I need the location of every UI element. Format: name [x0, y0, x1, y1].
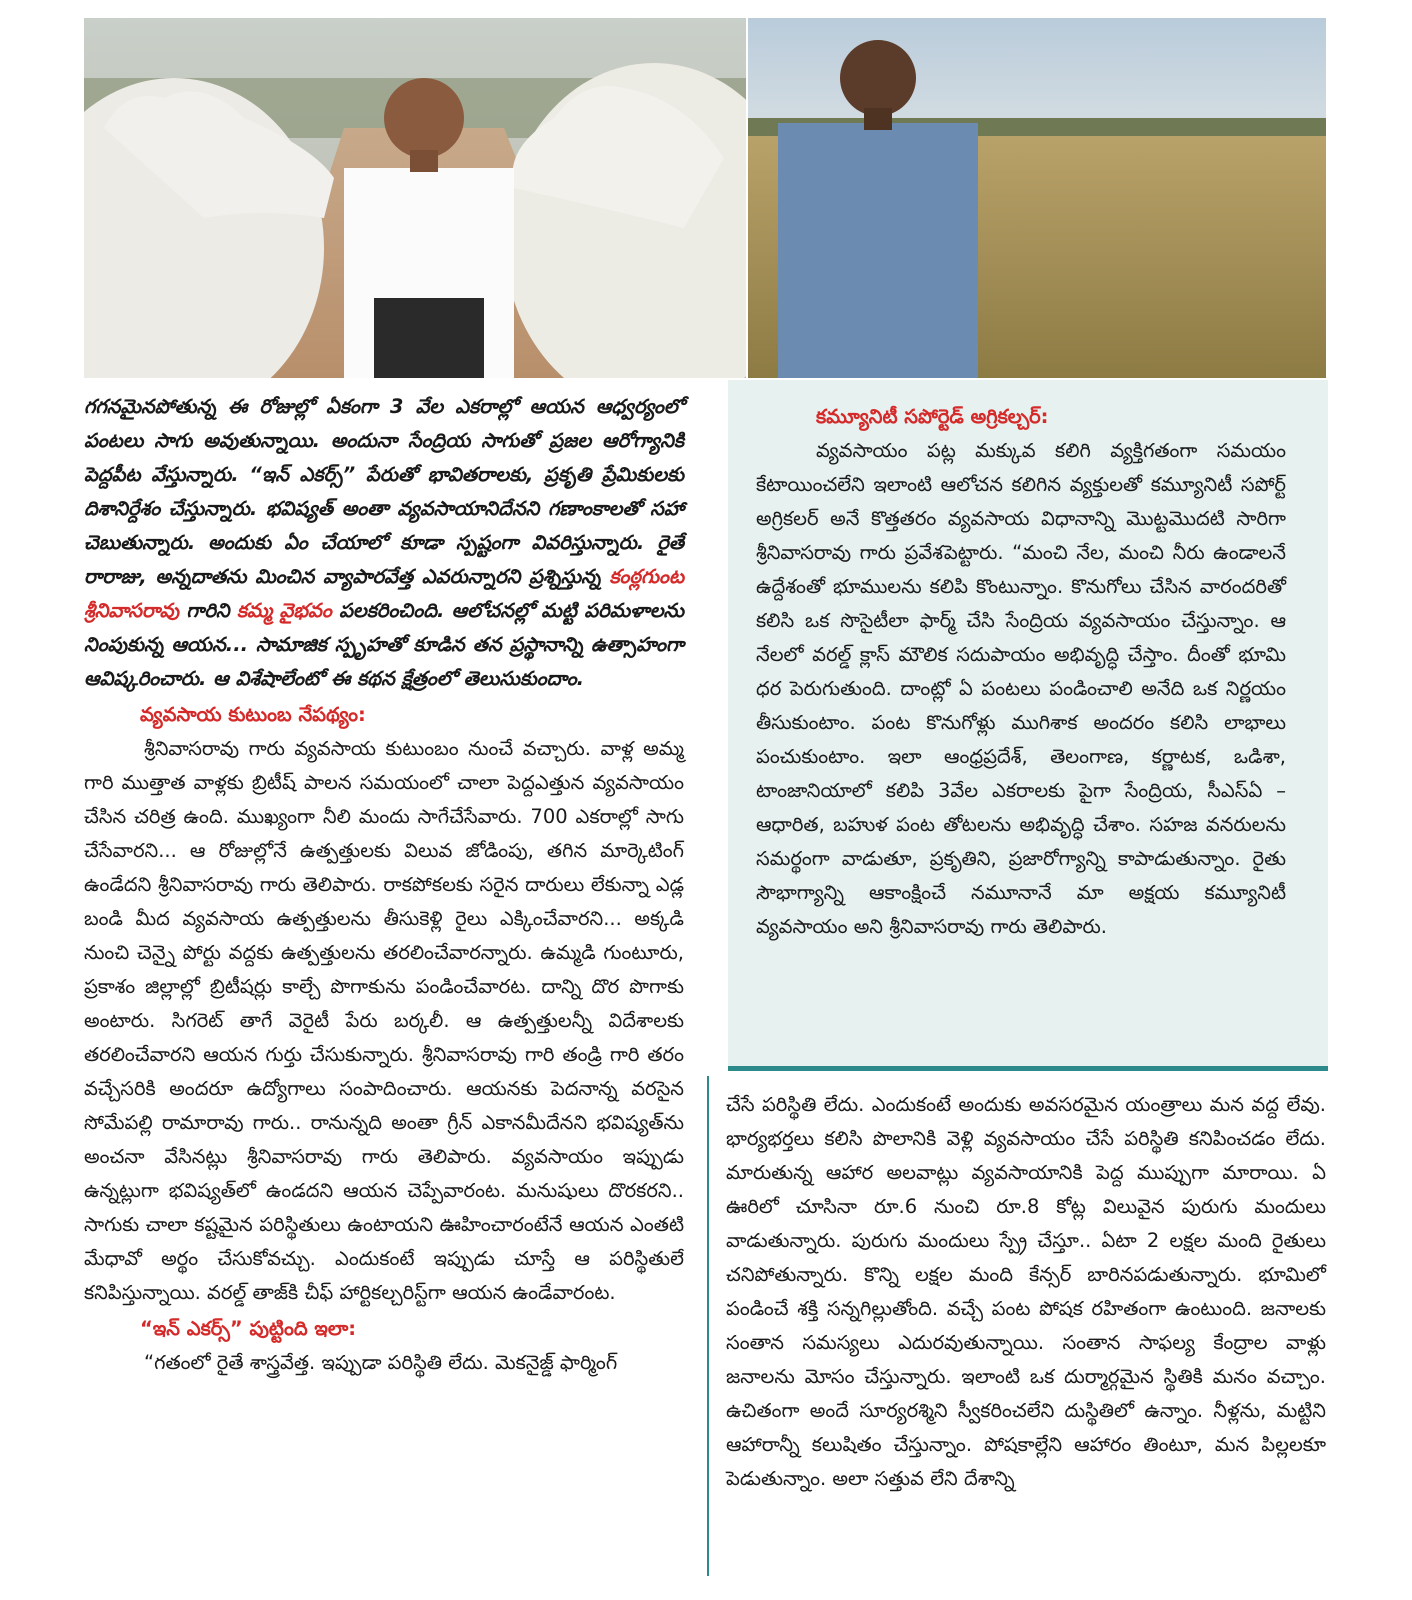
left-article-column	[84, 390, 684, 1380]
section-heading-in-acres: “ఇన్ ఎకర్స్” పుట్టింది ఇలా:	[140, 1317, 357, 1340]
intro-paragraph: గగనమైనపోతున్న ఈ రోజుల్లో ఏకంగా 3 వేల ఎకరాల్లో ఆయన ఆధ్వర్యంలో పంటలు సాగు అవుతున్నాయి. అందునా సేంద్రియ సాగుతో ప్రజల ఆరోగ్యానికి పెద్దపీట వేస్తున్నారు. “ఇన్ ఎకర్స్” పేరుతో భావితరాలకు, ప్రకృతి ప్రేమికులకు దిశానిర్దేశం చేస్తున్నారు. భవిష్యత్ అంతా వ్యవసాయానిదేనని గణాంకాలతో సహా చెబుతున్నారు. అందుకు ఏం చేయాలో కూడా స్పష్టంగా వివరిస్తున్నారు. రైతే రారాజు, అన్నదాతను మించిన వ్యాపారవేత్త ఎవరున్నారని ప్రశ్నిస్తున్న కంఠ్లగుంట శ్రీనివాసరావు గారిని కమ్మ వైభవం పలకరించింది. ఆలోచనల్లో మట్టి పరిమళాలను నింపుకున్న ఆయన... సామాజిక స్పృహతో కూడిన తన ప్రస్థానాన్ని ఉత్సాహంగా ఆవిష్కరించారు. ఆ విశేషాలేంటో ఈ కథన క్షేత్రంలో తెలుసుకుందాం.	[84, 395, 684, 690]
community-agriculture-paragraph: వ్యవసాయం పట్ల మక్కువ కలిగి వ్యక్తిగతంగా సమయం కేటాయించలేని ఇలాంటి ఆలోచన కలిగిన వ్యక్తులతో కమ్యూనిటీ సపోర్ట్ అగ్రికలర్ అనే కొత్తతరం వ్యవసాయ విధానాన్ని మొట్టమొదటి సారిగా శ్రీనివాసరావు గారు ప్రవేశపెట్టారు. “మంచి నేల, మంచి నీరు ఉండాలనే ఉద్దేశంతో భూములను కలిపి కొంటున్నాం. కొనుగోలు చేసిన వారందరితో కలిసి ఒక సొసైటీలా ఫార్మ్ చేసి సేంద్రియ వ్యవసాయం చేస్తున్నాం. ఆ నేలలో వరల్డ్ క్లాస్ మౌలిక సదుపాయం అభివృద్ధి చేస్తాం. దీంతో భూమి ధర పెరుగుతుంది. దాంట్లో ఏ పంటలు పండించాలి అనేది ఒక నిర్ణయం తీసుకుంటాం. పంట కొనుగోళ్లు ముగిశాక అందరం కలిసి లాభాలు పంచుకుంటాం. ఇలా ఆంధ్రప్రదేశ్, తెలంగాణ, కర్ణాటక, ఒడిశా, టాంజానియాలో కలిపి 3వేల ఎకరాలకు పైగా సేంద్రియ, సీఎస్‌ఏ –ఆధారిత, బహుళ పంట తోటలను అభివృద్ధి చేశాం. సహజ వనరులను సమర్థంగా వాడుతూ, ప్రకృతిని, ప్రజారోగ్యాన్ని కాపాడుతున్నాం. రైతు సౌభాగ్యాన్ని ఆకాంక్షించే నమూనానే మా అక్షయ కమ్యూనిటీ వ్యవసాయం అని శ్రీనివాసరావు గారు తెలిపారు.	[756, 439, 1286, 938]
right-article-continuation	[726, 1088, 1326, 1496]
farmer-with-oxen-photo	[84, 18, 746, 378]
family-background-paragraph: శ్రీనివాసరావు గారు వ్యవసాయ కుటుంబం నుంచే వచ్చారు. వాళ్ల అమ్మ గారి ముత్తాత వాళ్లకు బ్రిటీష్ పాలన సమయంలో చాలా పెద్దఎత్తున వ్యవసాయం చేసిన చరిత్ర ఉంది. ముఖ్యంగా నీలి మందు సాగేచేసేవారు. 700 ఎకరాల్లో సాగు చేసేవారని... ఆ రోజుల్లోనే ఉత్పత్తులకు విలువ జోడింపు, తగిన మార్కెటింగ్ ఉండేదని శ్రీనివాసరావు గారు తెలిపారు. రాకపోకలకు సరైన దారులు లేకున్నా ఎడ్ల బండి మీద వ్యవసాయ ఉత్పత్తులను తీసుకెళ్లి రైలు ఎక్కించేవారని... అక్కడి నుంచి చెన్నై పోర్టు వద్దకు ఉత్పత్తులను తరలించేవారన్నారు. ఉమ్మడి గుంటూరు, ప్రకాశం జిల్లాల్లో బ్రిటీషర్లు కాల్చే పొగాకును పండించేవారట. దాన్ని దొర పొగాకు అంటారు. సిగరెట్ తాగే వెరైటీ పేరు బర్కలీ. ఆ ఉత్పత్తులన్నీ విదేశాలకు తరలించేవారని ఆయన గుర్తు చేసుకున్నారు. శ్రీనివాసరావు గారి తండ్రి గారి తరం వచ్చేసరికి అందరూ ఉద్యోగాలు సంపాదించారు. ఆయనకు పెదనాన్న వరసైన సోమేపల్లి రామారావు గారు.. రానున్నది అంతా గ్రీన్ ఎకానమీదేనని భవిష్యత్‌ను అంచనా వేసినట్లు శ్రీనివాసరావు గారు తెలిపారు. వ్యవసాయం ఇప్పుడు ఉన్నట్లుగా భవిష్యత్‌లో ఉండదని ఆయన చెప్పేవారంట. మనుషులు దొరకరని.. సాగుకు చాలా కష్టమైన పరిస్థితులు ఉంటాయని ఊహించారంటేనే ఆయన ఎంతటి మేధావో అర్థం చేసుకోవచ్చు. ఎందుకంటే ఇప్పుడు చూస్తే ఆ పరిస్థితులే కనిపిస్తున్నాయి. వరల్డ్ తాజ్‌కి చీఫ్ హార్టికల్చరిస్ట్‌గా ఆయన ఉండేవారంట.	[84, 737, 684, 1304]
section-heading-community: కమ్యూనిటీ సపోర్టెడ్ అగ్రికల్చర్:	[816, 405, 1049, 428]
farmer-in-wheat-field-photo	[748, 18, 1326, 378]
subject-name: కంఠ్లగుంట శ్రీనివాసరావు	[84, 565, 684, 622]
magazine-name: కమ్మ వైభవం	[236, 599, 332, 622]
community-agriculture-text	[756, 398, 1286, 944]
section-heading-family: వ్యవసాయ కుటుంబ నేపథ్యం:	[140, 703, 366, 726]
column-divider	[707, 1076, 709, 1576]
in-acres-paragraph: “గతంలో రైతే శాస్త్రవేత్త. ఇప్పుడా పరిస్థితి లేదు. మెకనైజ్డ్ ఫార్మింగ్	[144, 1351, 618, 1374]
continuation-paragraph: చేసే పరిస్థితి లేదు. ఎందుకంటే అందుకు అవసరమైన యంత్రాలు మన వద్ద లేవు. భార్యభర్తలు కలిసి పొలానికి వెళ్లి వ్యవసాయం చేసే పరిస్థితి కనిపించడం లేదు. మారుతున్న ఆహార అలవాట్లు వ్యవసాయానికి పెద్ద ముప్పుగా మారాయి. ఏ ఊరిలో చూసినా రూ.6 నుంచి రూ.8 కోట్ల విలువైన పురుగు మందులు వాడుతున్నారు. పురుగు మందులు స్ప్రే చేస్తూ.. ఏటా 2 లక్షల మంది రైతులు చనిపోతున్నారు. కొన్ని లక్షల మంది కేన్సర్ బారినపడుతున్నారు. భూమిలో పండించే శక్తి సన్నగిల్లుతోంది. వచ్చే పంట పోషక రహితంగా ఉంటుంది. జనాలకు సంతాన సమస్యలు ఎదురవుతున్నాయి. సంతాన సాఫల్య కేంద్రాల వాళ్లు జనాలను మోసం చేస్తున్నారు. ఇలాంటి ఒక దుర్మార్గమైన స్థితికి మనం వచ్చాం. ఉచితంగా అందే సూర్యరశ్మిని స్వీకరించలేని దుస్థితిలో ఉన్నాం. నీళ్లను, మట్టిని ఆహారాన్నీ కలుషితం చేస్తున్నాం. పోషకాల్లేని ఆహారం తింటూ, మన పిల్లలకూ పెడుతున్నాం. అలా సత్తువ లేని దేశాన్ని	[726, 1093, 1326, 1490]
